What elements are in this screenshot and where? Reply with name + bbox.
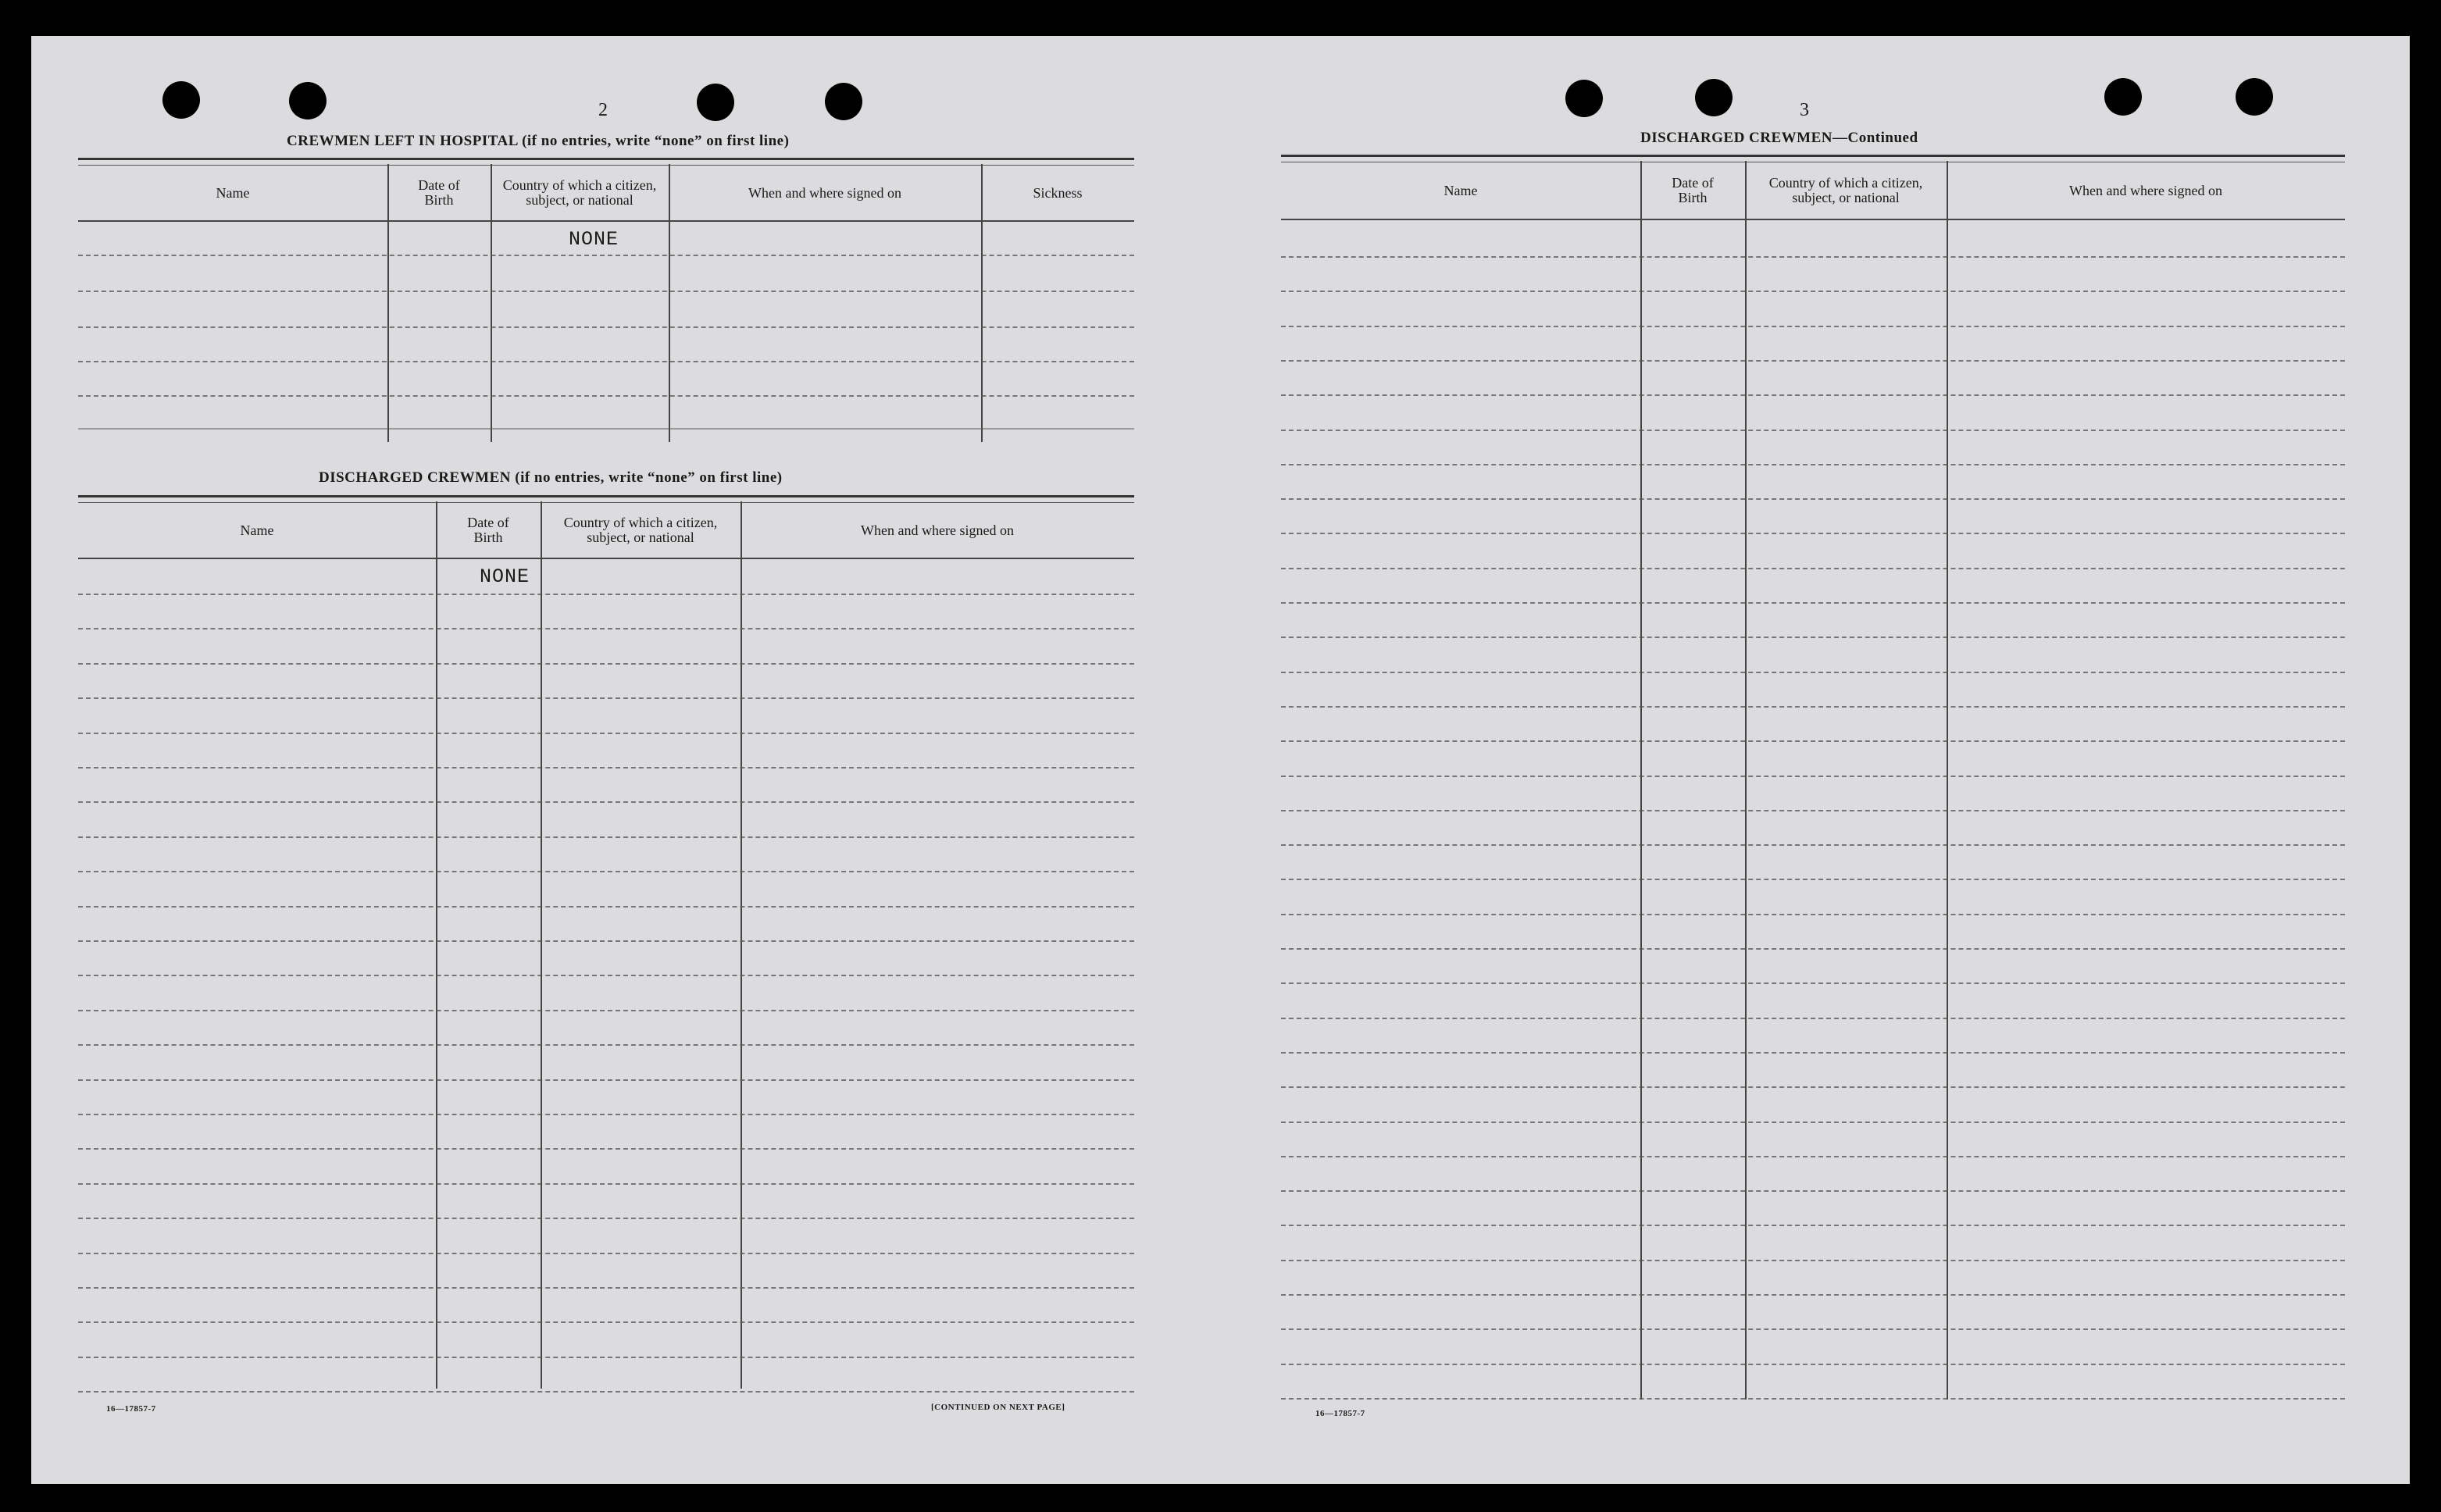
col-header-signed-on: When and where signed on (861, 522, 1014, 538)
ruled-line (1281, 810, 2345, 811)
ruled-line (78, 767, 1134, 768)
punch-hole (2236, 78, 2273, 116)
ruled-line (1281, 326, 2345, 327)
col-header-name: Name (216, 184, 250, 201)
ruled-line (1281, 602, 2345, 604)
hospital-section-title (287, 133, 789, 150)
page-number: 3 (1800, 100, 1809, 120)
ruled-line (78, 697, 1134, 699)
form-number: 16—17857-7 (1315, 1409, 1365, 1418)
ruled-line (1281, 948, 2345, 950)
ruled-line (78, 1010, 1134, 1011)
page-number: 2 (598, 100, 608, 120)
ruled-line (78, 975, 1134, 976)
form-sheet (31, 36, 2410, 1484)
ruled-line (1281, 1225, 2345, 1226)
ruled-line (1281, 291, 2345, 292)
ruled-line (1281, 1086, 2345, 1088)
ruled-line (78, 1357, 1134, 1358)
discharged-instruction: (if no entries, write “none” on first line) (515, 469, 783, 486)
col-header-signed-on: When and where signed on (2069, 182, 2222, 198)
discharged-section-title (319, 469, 783, 487)
punch-hole (1565, 80, 1603, 117)
ruled-line (78, 1253, 1134, 1254)
ruled-line (1281, 914, 2345, 915)
ruled-line (1281, 982, 2345, 984)
ruled-line (1281, 1328, 2345, 1330)
punch-hole (697, 84, 734, 121)
ruled-line (1281, 1294, 2345, 1296)
ruled-line (78, 663, 1134, 665)
ruled-line (1281, 844, 2345, 846)
ruled-line (1281, 1190, 2345, 1192)
ruled-line (78, 594, 1134, 595)
ruled-line (78, 1391, 1134, 1393)
ruled-line (1281, 1260, 2345, 1261)
col-header-country: Country of which a citizen, subject, or national (1768, 175, 1923, 205)
ruled-line (1281, 637, 2345, 638)
punch-hole (289, 82, 327, 119)
ruled-line (78, 906, 1134, 908)
continued-suffix: —Continued (1833, 130, 1918, 146)
col-header-country: Country of which a citizen, subject, or national (502, 177, 657, 208)
ruled-line (1281, 533, 2345, 534)
discharged-first-entry: NONE (480, 565, 530, 588)
ruled-line (78, 1183, 1134, 1185)
ruled-line (1281, 498, 2345, 500)
ruled-line (1281, 256, 2345, 258)
ruled-line (1281, 879, 2345, 880)
punch-hole (162, 81, 200, 119)
ruled-line (78, 1287, 1134, 1289)
ruled-line (78, 1044, 1134, 1046)
ruled-line (1281, 1156, 2345, 1157)
punch-hole (1695, 79, 1733, 116)
col-header-name: Name (240, 522, 274, 538)
ruled-line (1281, 1398, 2345, 1400)
hospital-first-entry: NONE (569, 228, 619, 251)
ruled-line (1281, 464, 2345, 465)
ruled-line (78, 871, 1134, 872)
discharged-title-text: DISCHARGED CREWMEN (319, 469, 511, 486)
discharged-title-text: DISCHARGED CREWMEN (1640, 130, 1833, 146)
ruled-line (78, 1218, 1134, 1219)
hospital-title-text: CREWMEN LEFT IN HOSPITAL (287, 133, 518, 149)
col-header-date-of-birth: Date of Birth (467, 515, 509, 545)
col-header-date-of-birth: Date of Birth (418, 177, 460, 208)
col-header-signed-on: When and where signed on (748, 184, 901, 201)
form-number: 16—17857-7 (106, 1404, 156, 1414)
ruled-line (78, 733, 1134, 734)
ruled-line (78, 1148, 1134, 1150)
ruled-line (78, 836, 1134, 838)
col-header-date-of-birth: Date of Birth (1672, 175, 1714, 205)
continued-note: [CONTINUED ON NEXT PAGE] (931, 1403, 1065, 1412)
ruled-line (1281, 706, 2345, 708)
ruled-line (78, 1321, 1134, 1323)
ruled-line (1281, 1122, 2345, 1123)
ruled-line (1281, 360, 2345, 362)
ruled-line (1281, 1052, 2345, 1054)
ruled-line (78, 628, 1134, 629)
ruled-line (1281, 672, 2345, 673)
punch-hole (825, 83, 862, 120)
discharged-table-left (78, 495, 1134, 1401)
col-header-country: Country of which a citizen, subject, or national (563, 515, 718, 545)
ruled-line (1281, 776, 2345, 777)
hospital-table (78, 158, 1134, 478)
ruled-line (1281, 430, 2345, 431)
ruled-line (1281, 394, 2345, 396)
ruled-line (78, 1114, 1134, 1115)
col-header-name: Name (1444, 182, 1478, 198)
ruled-line (1281, 1364, 2345, 1365)
discharged-continued-title (1640, 130, 1918, 147)
punch-hole (2104, 78, 2142, 116)
ruled-line (78, 1079, 1134, 1081)
discharged-table-right (1281, 155, 2345, 1404)
col-header-sickness: Sickness (1033, 184, 1083, 201)
ruled-line (1281, 1018, 2345, 1019)
ruled-line (1281, 740, 2345, 742)
ruled-line (78, 801, 1134, 803)
hospital-instruction: (if no entries, write “none” on first line) (522, 133, 790, 149)
ruled-line (78, 940, 1134, 942)
ruled-line (1281, 568, 2345, 569)
